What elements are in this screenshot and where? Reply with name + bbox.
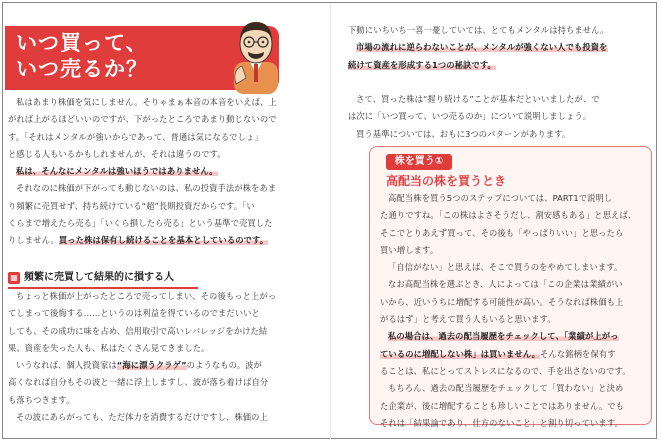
left-column: [8, 94, 277, 250]
left-para-4-line-3: その波にあらがっても、ただ体力を消費するだけですし、株価の上: [16, 412, 268, 423]
right-para-2-line-3: 買う基準については、おもに3つのパターンがあります。: [356, 128, 571, 139]
box-line-12: それは「結果論であり、仕方のないこと」と割り切っています。: [380, 417, 623, 428]
left-para-2-line-3: くらまで増えたら売る」「いくら損したら売る」という基準で売買した: [8, 218, 273, 229]
box-highlight-line-1: [380, 328, 636, 345]
right-para-2-line-1: さて、買った株は“握り続ける”ことが基本だといいましたが、で: [356, 94, 600, 105]
sub-heading-label: 頻繁に売買して結果的に損する人: [24, 272, 174, 283]
box-title: 高配当の株を買うとき: [386, 174, 507, 188]
book-icon: ▦: [8, 272, 20, 284]
box-line-9: ることは、私にとってストレスになるので、手を出さないのです。: [380, 365, 631, 376]
box-highlight-tail: そんな銘柄を保有す: [540, 348, 616, 359]
left-mixed-plain: りしません。: [8, 235, 59, 246]
kurage-post: のようなもの。波が: [186, 360, 262, 371]
left-kurage-line: [8, 357, 276, 374]
right-para-2-line-2: は次に「いつ買って、いつ売るのか」について説明しましょう。: [348, 111, 592, 122]
box-line-2: た通りですね。「この株はよさそうだし、割安感もある」と思えば、: [380, 210, 637, 221]
left-mixed-line: [8, 232, 277, 249]
right-spacer: [348, 74, 608, 91]
left-para-1-line-3: す。「それはメンタルが強いからであって、普通は気になるでしょ」: [8, 131, 263, 142]
box-line-7: いから、近いうちに増配する可能性が高い。そうなれば株価も上: [380, 296, 624, 307]
box-highlight-1: 私の場合は、過去の配当履歴をチェックして、「業績が上がっ: [388, 331, 619, 342]
right-highlight-line-2: [348, 57, 608, 74]
author-illustration-icon: [226, 14, 284, 94]
right-highlight-line-1: [348, 39, 608, 56]
box-line-8: がるはず」と考えて買う人もいると思います。: [380, 314, 556, 325]
left-para-1-line-1: 私はあまり株価を気にしません。そりゃまぁ本音の本音をいえば、上: [16, 97, 277, 107]
box-line-5: 「自信がない」と思えば、そこで買うのをやめてしまいます。: [388, 262, 623, 273]
box-highlight-2: ているのに増配しない株」は買いません。: [380, 348, 541, 359]
left-para-2-line-1: それなのに株価が下がっても動じないのは、私の投資手法が株をあま: [16, 183, 277, 194]
left-para-2-line-2: り頻繁に売買せず、持ち続けている“超”長期投資だからです。「い: [8, 200, 255, 211]
title-line-2: いつ売るか？: [16, 57, 148, 81]
right-column: [348, 22, 608, 143]
kurage-bold: “海に漂うクラゲ”: [116, 360, 187, 371]
left-para-4-line-1: 高くなれば自分もその波と一緒に浮上しますし、波が落ち着けば自分: [8, 377, 269, 388]
left-para-4-line-2: も落ちつきます。: [8, 394, 75, 405]
left-para-3-line-1: ちょっと株価が上がったところで売ってしまい、その後もっと上がっ: [16, 291, 277, 301]
left-para-3-line-2: てしまって後悔する……というのは利益を得ているのでまだいいと: [8, 308, 260, 319]
box-line-11: た企業が、後に増配することも珍しいことではありません。でも: [380, 400, 625, 411]
box-body: [380, 190, 636, 432]
box-line-3: そこでとりあえず買って、その後も「やっぱりいい」と思ったら: [380, 227, 624, 238]
page-gutter: [330, 3, 331, 439]
box-badge: 株を買う①: [386, 154, 452, 170]
left-mixed-bold: 買った株は保有し続けることを基本としているのです。: [58, 235, 269, 246]
chapter-title: [16, 30, 148, 82]
title-line-1: いつ買って、: [16, 31, 148, 55]
box-highlight-line-2: [380, 346, 636, 363]
left-column-lower: [8, 288, 276, 426]
left-highlight-1: 私は、そんなにメンタルは強いほうではありません。: [16, 166, 218, 177]
left-para-1-line-2: がれば上がるほどいいのですが、下がったところであまり動じないので: [8, 114, 277, 125]
left-para-3-line-4: 果、資産を失った人も、私はたくさん見てきました。: [8, 342, 210, 353]
box-line-6: なお高配当株を選ぶとき、人によっては「この企業は業績がい: [388, 279, 623, 290]
right-highlight-2: 続けて資産を形成する1つの秘訣です。: [348, 59, 496, 70]
box-line-10: もちろん、過去の配当履歴をチェックして「買わない」と決め: [388, 383, 624, 394]
right-highlight-1: 市場の流れに逆らわないことが、メンタルが強くない人でも投資を: [356, 42, 608, 53]
right-line-1: 下動にいちいち一喜一憂していては、とてもメンタルは持ちません。: [348, 25, 609, 35]
kurage-pre: いうなれば、個人投資家は: [16, 360, 117, 371]
left-emphasis-line: [8, 163, 277, 180]
left-para-3-line-3: しても、その成功に味を占め、信用取引で高いレバレッジをかけた結: [8, 325, 268, 336]
box-line-4: 買い増します。: [380, 244, 439, 255]
left-para-1-line-4: と感じる人もいるかもしれませんが、それは違うのです。: [8, 148, 226, 159]
sub-heading: [8, 270, 194, 287]
box-line-1: 高配当株を買う5つのステップについては、PART1で説明し: [388, 193, 613, 203]
